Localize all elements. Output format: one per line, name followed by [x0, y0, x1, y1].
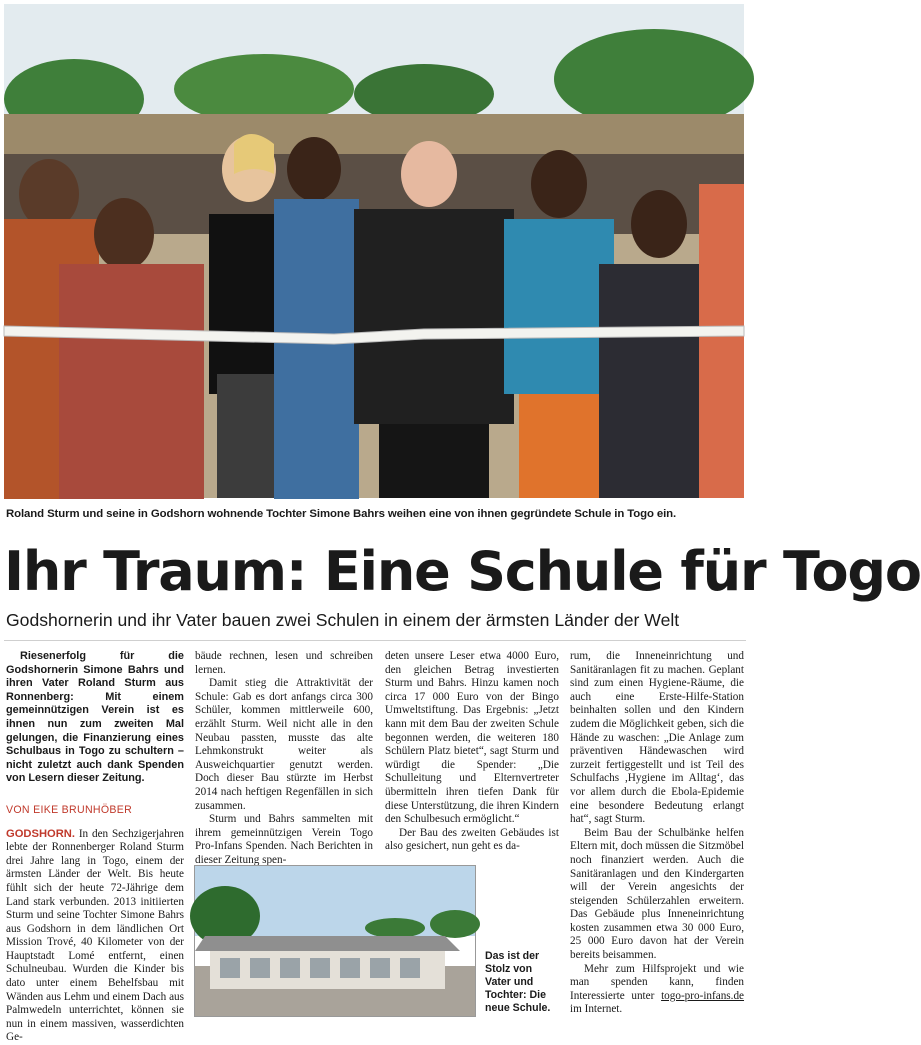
paragraph-text: In den Sechzigerjahren lebte der Ronnenberger Roland Sturm drei Jahre lang in Togo, einem der ärmsten Länder der Welt. Bis heute fühlt sich der heute 72-Jährige dem Land stark verbunden. 2013 initiierten Sturm und seine Tochter Simone Bahrs aus Godshorn in dem ländlichen Ort Mission Trové, 40 Kilometer von der Hauptstadt Lomé entfernt, einen Schulneubau. Wurden die Kinder bis dato unter einem Behelfsbau mit Wänden aus Lehm und einem Dach aus Palmwedeln unterrichtet, können sie nun in einem massiven, wasserdichten Ge-	[6, 827, 185, 1044]
article-paragraph: rum, die Inneneinrichtung und Sanitäranlagen fit zu machen. Geplant sind zum einen Hygiene-Räume, die auch eine Erste-Hilfe-Station beinhalten sollen und den Kindern zudem die Möglichkeit geben, sich die Hände zu waschen: „Die Anlage zum präventiven Händewaschen wird zurzeit fertiggestellt und ist Teil des Schulfachs ,Hygiene im Alltag‘, das vor allem durch die Ebola-Epidemie eine besondere Bedeutung erlangt hat“, sagt Sturm.	[570, 650, 744, 826]
paragraph-text: Mehr zum Hilfsprojekt und wie man spenden kann, finden Interessierte unter	[570, 962, 744, 1002]
teaser: Riesenerfolg für die Godshornerin Simone Bahrs und ihren Vater Roland Sturm aus Ronnenberg: Mit einem gemeinnützigen Verein ist es ihnen nun zum zweiten Mal gelungen, die Finanzierung eines Schulbaus in Togo zu schultern – nicht zuletzt auch dank Spenden von Lesern dieser Zeitung.	[6, 650, 184, 785]
article-paragraph: deten unsere Leser etwa 4000 Euro, den gleichen Betrag investierten Sturm und Bahrs. Hinzu kamen noch circa 17 000 Euro von der Bingo Umweltstiftung. Das Ergebnis: „Jetzt kann mit dem Bau der zweiten Schule begonnen werden, die weiteren 180 Schülern Platz bietet“, sagt Sturm und würdigt die Spender: „Die Schulleitung und Elternvertreter übermitteln ihren tiefen Dank für diese Unterstützung, die ihren Kindern den Schulbesuch ermöglicht.“	[385, 650, 559, 826]
article-paragraph: Der Bau des zweiten Gebäudes ist also gesichert, nun geht es da-	[385, 826, 559, 853]
article-paragraph: Sturm und Bahrs sammelten mit ihrem gemeinnützigen Verein Togo Pro-Infans Spenden. Nach Berichten in dieser Zeitung spen-	[195, 813, 373, 866]
article-paragraph: Beim Bau der Schulbänke helfen Eltern mit, doch müssen die Sitzmöbel noch finanziert werden. Auch die Sanitäranlagen und den Kindergarten will der Verein angesichts der steigenden Schülerzahlen erweitern. Das Gebäude plus Inneneinrichtung kosten zusammen etwa 30 000 Euro, 25 000 Euro davon hat der Verein bereits beisammen.	[570, 826, 744, 962]
article-column-3	[385, 650, 559, 854]
headline: Ihr Traum: Eine Schule für Togo	[4, 540, 921, 603]
article-paragraph	[6, 828, 184, 1045]
author-byline: VON EIKE BRUNHÖBER	[6, 803, 133, 816]
photo-caption: Roland Sturm und seine in Godshorn wohnende Tochter Simone Bahrs weihen eine von ihnen gegründete Schule in Togo ein.	[6, 508, 677, 520]
article-column-1	[6, 650, 184, 1045]
school-photo-caption: Das ist der Stolz von Vater und Tochter: Die neue Schule.	[485, 950, 551, 1014]
ribbon-cutting-photo	[4, 4, 744, 498]
subheadline: Godshornerin und ihr Vater bauen zwei Schulen in einem der ärmsten Länder der Welt	[6, 610, 680, 630]
school-building-image	[195, 866, 475, 1016]
divider	[4, 640, 746, 641]
article-column-2	[195, 650, 373, 868]
article-paragraph: bäude rechnen, lesen und schreiben lernen.	[195, 650, 373, 676]
dateline: GODSHORN.	[6, 827, 75, 840]
paragraph-text: im Internet.	[570, 1003, 623, 1016]
school-photo	[194, 865, 476, 1017]
article-paragraph	[570, 963, 744, 1017]
article-column-4	[570, 650, 744, 1017]
website-link[interactable]: togo-pro-infans.de	[661, 989, 745, 1002]
main-photo	[4, 4, 744, 498]
article-paragraph: Damit stieg die Attraktivität der Schule: Gab es dort anfangs circa 300 Schüler, kommen mittlerweile 600, erzählt Sturm. Weil nicht alle in den Neubau passten, musste das alte Lehmkonstrukt weiter als Ausweichquartier genutzt werden. Doch dieser Bau stürzte im Herbst 2014 nach heftigen Regenfällen in sich zusammen.	[195, 677, 373, 812]
